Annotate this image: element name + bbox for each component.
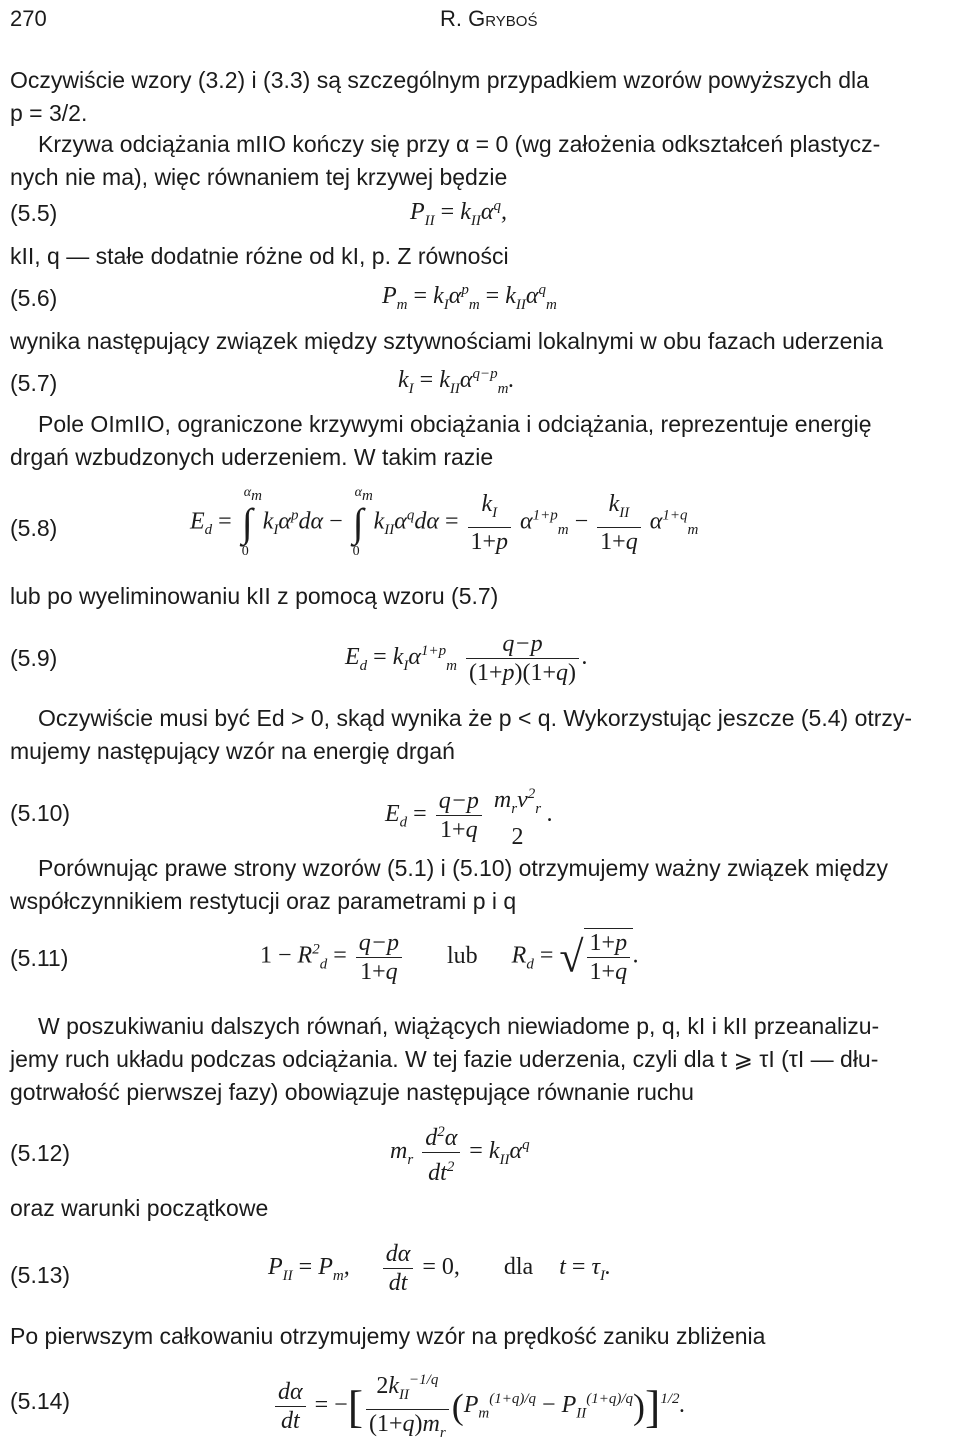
equation-5-5: $P_{II} = k_{II}\alpha^q$, (410, 198, 507, 229)
equation-5-12: $m_r$ $\frac{d^2\alpha}{dt^2}$ = $k_{II}\alpha^q$ (390, 1118, 530, 1187)
text-line: współczynnikiem restytucji oraz parametrami p i q (10, 888, 517, 914)
equation-5-9: $E_d = k_I\alpha^{1+p}_m$ $\frac{q-p}{(1+p)(1+q)}$ . (345, 631, 589, 686)
label-dla: dla (503, 1254, 534, 1281)
text-line: nych nie ma), więc równaniem tej krzywej będzie (10, 164, 508, 190)
paragraph-5 (10, 408, 955, 474)
label-lub: lub (446, 942, 478, 969)
text-line: Krzywa odciążania mIIO kończy się przy α = 0 (wg założenia odkształceń plastycz- (38, 131, 881, 157)
paragraph-6 (10, 580, 955, 613)
equation-5-7: $k_I = k_{II}\alpha^{q-p}_m$. (398, 366, 515, 397)
paragraph-2 (10, 128, 955, 194)
text-line: lub po wyeliminowaniu kII z pomocą wzoru (5.7) (10, 583, 499, 609)
page-number: 270 (10, 6, 47, 31)
text-line: mujemy następujący wzór na energię drgań (10, 738, 455, 764)
text-line: oraz warunki początkowe (10, 1195, 269, 1221)
paragraph-3 (10, 240, 955, 273)
equation-number: (5.14) (10, 1388, 71, 1414)
equation-5-11: $1 - R^2_d$ = $\frac{q-p}{1+q}$ lub $R_d$ = √ $\frac{1+p}{1+q}$ . (260, 929, 640, 985)
equation-number: (5.8) (10, 515, 58, 541)
equation-5-13: $P_{II} = P_m$, $\frac{d\alpha}{dt}$ = 0, dla $t = \tau_I$. (268, 1241, 612, 1296)
equation-number: (5.13) (10, 1262, 71, 1288)
paragraph-10 (10, 1192, 955, 1225)
paragraph-9 (10, 1010, 955, 1109)
text-line: wynika następujący związek między sztywnościami lokalnymi w obu fazach uderzenia (10, 328, 884, 354)
paragraph-7 (10, 702, 955, 768)
paragraph-11 (10, 1320, 955, 1353)
text-line: gotrwałość pierwszej fazy) obowiązuje następujące równanie ruchu (10, 1079, 694, 1105)
text-line: p = 3/2. (10, 100, 88, 126)
text-line: kII, q — stałe dodatnie różne od kI, p. Z równości (10, 243, 509, 269)
equation-number: (5.9) (10, 645, 58, 671)
running-head-author: R. Gryboś (440, 6, 538, 31)
text-line: Porównując prawe strony wzorów (5.1) i (5.10) otrzymujemy ważny związek między (38, 855, 889, 881)
text-line: Pole OImIIO, ograniczone krzywymi obciążania i odciążania, reprezentuje energię (38, 411, 872, 437)
text-line: Po pierwszym całkowaniu otrzymujemy wzór na prędkość zaniku zbliżenia (10, 1323, 766, 1349)
integral-sign: ∫ $\alpha_m$ 0 (241, 485, 262, 560)
text-line: W poszukiwaniu dalszych równań, wiążących niewiadome p, q, kI i kII przeanalizu- (38, 1013, 880, 1039)
paragraph-4 (10, 325, 955, 358)
equation-5-10: $E_d$ = $\frac{q-p}{1+q}$ $m_rv^2_r$ 2 . (385, 786, 554, 850)
text-line: Oczywiście musi być Ed > 0, skąd wynika że p < q. Wykorzystując jeszcze (5.4) otrzy- (38, 705, 913, 731)
equation-5-8: $E_d$ = ∫ $\alpha_m$ 0 $k_I\alpha^pd\alpha$ − ∫ $\alpha_m$ 0 $k_{II}\alpha^qd\alpha$ = $\frac{k_I}{1+p}$ $\alpha^{1+p}_m$ − $\frac{k_{II}}{1+q}$ $\alpha^{1+q}_m$ (190, 485, 699, 560)
text-line: Oczywiście wzory (3.2) i (3.3) są szczególnym przypadkiem wzorów powyższych dla (10, 67, 869, 93)
equation-number: (5.5) (10, 200, 58, 226)
paragraph-1 (10, 64, 955, 130)
equation-number: (5.12) (10, 1140, 71, 1166)
equation-number: (5.10) (10, 800, 71, 826)
equation-number: (5.7) (10, 370, 58, 396)
paragraph-8 (10, 852, 955, 918)
equation-5-6: $P_m = k_I\alpha^p_m = k_{II}\alpha^q_m$ (382, 282, 557, 313)
equation-number: (5.11) (10, 945, 69, 971)
equation-number: (5.6) (10, 285, 58, 311)
integral-sign: ∫ $\alpha_m$ 0 (352, 485, 373, 560)
equation-5-14: $\frac{d\alpha}{dt}$ = −[ $\frac{2k_{II}^{-1/q}}{(1+q)m_r}$ $(P_m^{(1+q)/q} - P_{II}^{(1+q)/q})]^{1/2}$. (272, 1366, 686, 1447)
text-line: jemy ruch układu podczas odciążania. W tej fazie uderzenia, czyli dla t ⩾ τI (τI — dłu- (10, 1046, 879, 1072)
text-line: drgań wzbudzonych uderzeniem. W takim razie (10, 444, 494, 470)
